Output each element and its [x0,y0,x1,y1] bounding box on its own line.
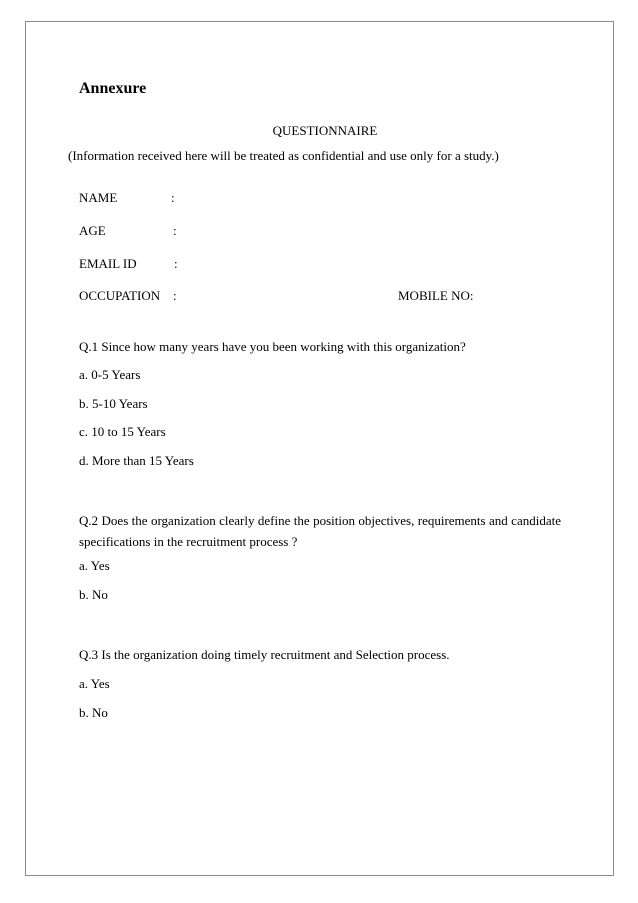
q2-option-a: a. Yes [79,558,110,573]
annexure-heading: Annexure [79,80,147,97]
question-2: Q.2 Does the organization clearly define the position objectives, requirements and candidate specifications in the recruitment process ? [79,513,561,549]
mobile-label: MOBILE NO: [398,288,474,303]
email-label: EMAIL ID [79,256,137,271]
q1-option-b: b. 5-10 Years [79,396,148,411]
name-colon: : [171,190,175,205]
email-colon: : [174,256,178,271]
confidentiality-note: (Information received here will be treated as confidential and use only for a study.) [68,148,499,163]
name-label: NAME [79,190,118,205]
q3-option-a: a. Yes [79,676,110,691]
question-3: Q.3 Is the organization doing timely recruitment and Selection process. [79,647,450,662]
q1-option-c: c. 10 to 15 Years [79,424,166,439]
occupation-label: OCCUPATION [79,288,161,303]
q1-option-d: d. More than 15 Years [79,453,194,468]
age-label: AGE [79,223,106,238]
q2-option-b: b. No [79,587,108,602]
questionnaire-title: QUESTIONNAIRE [272,123,378,138]
question-1: Q.1 Since how many years have you been working with this organization? [79,339,466,354]
q1-option-a: a. 0-5 Years [79,367,141,382]
age-colon: : [173,223,177,238]
q3-option-b: b. No [79,705,108,720]
occupation-colon: : [173,288,177,303]
